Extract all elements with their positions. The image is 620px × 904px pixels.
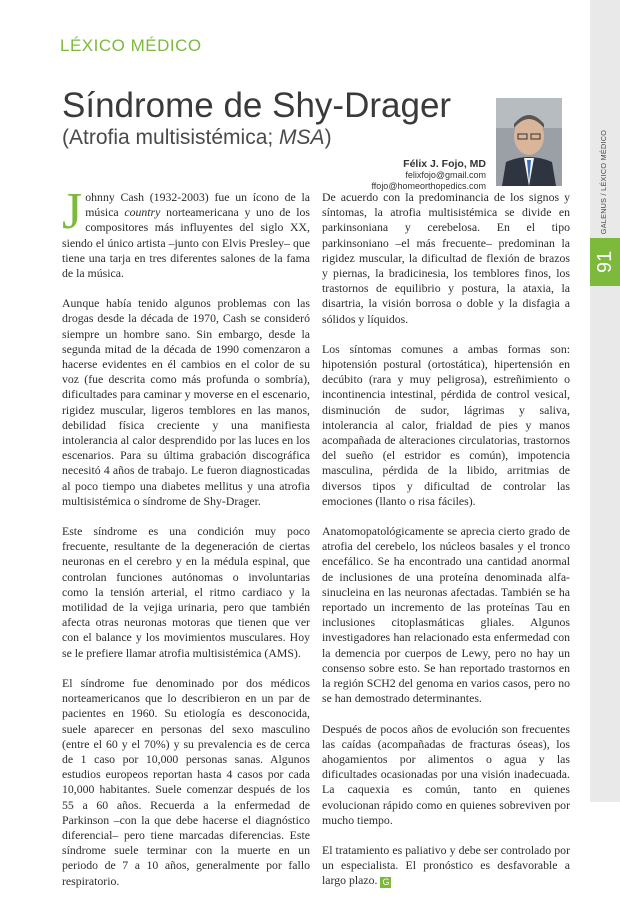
page-number: 91 bbox=[594, 250, 616, 273]
right-column bbox=[322, 190, 570, 904]
paragraph: De acuerdo con la predominancia de los signos y síntomas, la atrofia multisistémica se divide en parkinsoniana y cerebelosa. En el tipo parkinsoniano –el más frecuente– predominan la rigidez muscular, la dificultad de flexión de brazos y piernas, la bradicinesia, los temblores finos, los trastornos de equilibrio y postura, la ataxia, la disartria, la visión borrosa o doble y la disfagia a sólidos y líquidos. bbox=[322, 190, 570, 326]
left-column bbox=[62, 183, 310, 904]
page-title: Síndrome de Shy-Drager bbox=[62, 86, 452, 125]
author-name: Félix J. Fojo, MD bbox=[403, 158, 486, 170]
section-label: LÉXICO MÉDICO bbox=[60, 36, 202, 55]
paragraph: Johnny Cash (1932-2003) fue un ícono de la música country norteamericana y uno de los compositores más influyentes del siglo XX, siendo el único artista –junto con Elvis Presley– que tiene una tarja en tres diferentes salones de la fama de la música. bbox=[62, 183, 310, 281]
page-subtitle: (Atrofia multisistémica; MSA) bbox=[62, 126, 332, 149]
paragraph: Los síntomas comunes a ambas formas son: hipotensión postural (ortostática), hipertensión en decúbito (rara y muy peligrosa), estreñimiento o incontinencia intestinal, pérdida de control vesical, disminución de sudor, lágrimas y saliva, intolerancia al calor, frialdad de pies y manos acompañada de alteraciones circulatorias, trastornos del sueño (el estridor es común), impotencia masculina, pérdida de la libido, arritmias de diversos tipos y dificultad de controlar las emociones (llanto o risa fáciles). bbox=[322, 341, 570, 508]
author-photo bbox=[496, 98, 562, 186]
side-tab bbox=[590, 0, 620, 802]
paragraph: Este síndrome es una condición muy poco frecuente, resultante de la degeneración de ciertas neuronas en el cerebro y en la médula espinal, que controlan funciones autónomas o involuntarias como la tensión arterial, el ritmo cardiaco y la motilidad de la vejiga urinaria, pero que también afecta otras neuronas motoras que tienen que ver con el balance y los movimientos musculares. Hoy se le prefiere llamar atrofia multisistémica (AMS). bbox=[62, 524, 310, 660]
paragraph: Después de pocos años de evolución son frecuentes las caídas (acompañadas de fracturas óseas), los ahogamientos por alimentos o agua y las dificultades ocasionadas por una visión inadecuada. La caquexia es común, tanto en quienes evolucionan rápido como en quienes sobreviven por mucho tiempo. bbox=[322, 721, 570, 827]
running-head: GALENUS / LÉXICO MÉDICO bbox=[599, 129, 608, 235]
paragraph: Anatomopatológicamente se aprecia cierto grado de atrofia del cerebelo, los núcleos basales y el tronco encefálico. Se ha encontrado una cantidad anormal de inclusiones de una proteína denominada alfa-sinucleina en las neuronas afectadas. También se ha reportado un incremento de las proteínas Tau en inclusiones citoplasmáticas gliales. Algunos investigadores han relacionado esta enfermedad con la demencia por cuerpos de Lewy, pero no hay un consenso sobre esto. Se han reportado trastornos en la región SCH2 del genoma en varios casos, pero no se han demostrado determinantes. bbox=[322, 524, 570, 706]
subtitle-abbreviation: MSA bbox=[279, 126, 325, 149]
galenus-end-icon: G bbox=[382, 877, 390, 888]
paragraph: El tratamiento es paliativo y debe ser controlado por un especialista. El pronóstico es desfavorable a largo plazo. G bbox=[322, 842, 570, 888]
author-block bbox=[371, 158, 486, 192]
paragraph: El síndrome fue denominado por dos médicos norteamericanos que lo describieron en un par de pacientes en 1960. Su etiología es desconocida, suele aparecer en personas del sexo masculino (entre el 60 y el 70%) y su prevalencia es de cerca de 1 caso por 10,000 personas sanas. Algunos estudios europeos reportan hasta 4 casos por cada 10,000 habitantes. Suele comenzar después de los 55 a 60 años. Recuerda a la enfermedad de Parkinson –con la que debe hacerse el diagnóstico diferencial– pero tiene marcadas diferencias. Este síndrome suele terminar con la muerte en un periodo de 7 a 10 años, generalmente por fallo respiratorio. bbox=[62, 675, 310, 888]
drop-cap: J bbox=[62, 183, 83, 240]
paragraph: Aunque había tenido algunos problemas con las drogas desde la década de 1970, Cash se consideró siempre un hombre sano. Sin embargo, desde la segunda mitad de la década de 1990 comenzaron a hacerse evidentes en él cambios en el color de su voz (fue descrita como más profunda o sombría), dificultades para caminar y moverse en el escenario, rigidez muscular, ligeros temblores en las manos, debilidad física creciente y una manifiesta intolerancia al calor desprendido por las luces en los escenarios. Para su última grabación discográfica necesitó 4 años de trabajo. Le fueron diagnosticadas al poco tiempo una diabetes mellitus y una atrofia multisistémica o síndrome de Shy-Drager. bbox=[62, 296, 310, 508]
author-email[interactable]: felixfojo@gmail.com bbox=[405, 170, 486, 180]
author-email-secondary[interactable]: ffojo@homeorthopedics.com bbox=[371, 181, 486, 191]
